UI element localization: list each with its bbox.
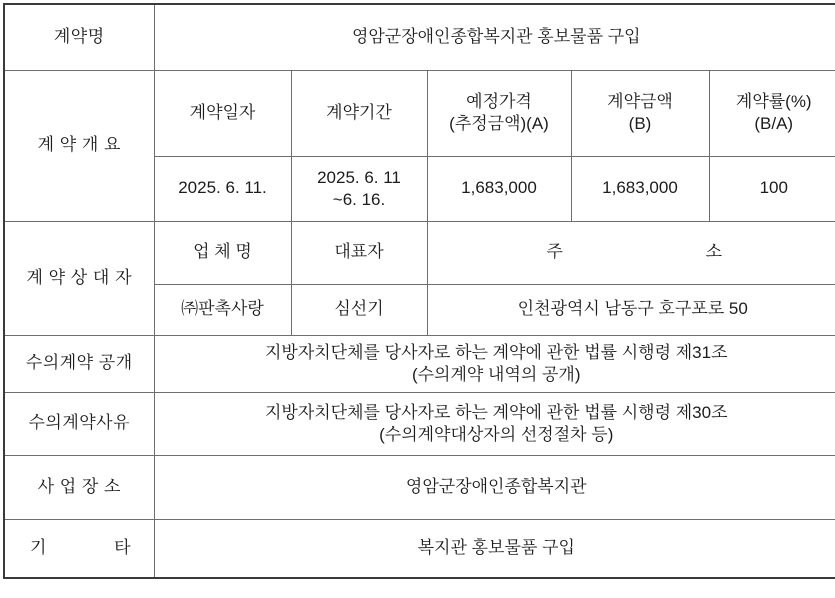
contract-rate-header-line1: 계약률(%) [735, 92, 812, 111]
contractor-header-address [427, 221, 835, 284]
etc-label [4, 519, 154, 578]
contractor-label: 계 약 상 대 자 [4, 221, 154, 335]
contractor-address-value: 인천광역시 남동구 호구포로 50 [427, 284, 835, 335]
contract-period-line1: 2025. 6. 11 [317, 167, 401, 187]
overview-header-estimated-price [427, 70, 571, 156]
overview-header-contract-rate [709, 70, 835, 156]
disclosure-label: 수의계약 공개 [4, 335, 154, 392]
table-row-disclosure [4, 335, 835, 392]
etc-label-char1: 기 [30, 538, 47, 558]
reason-label: 수의계약사유 [4, 392, 154, 455]
table-row-etc [4, 519, 835, 578]
address-header-spread [432, 241, 835, 263]
contractor-header-company: 업 체 명 [154, 221, 291, 284]
disclosure-value-line1: 지방자치단체를 당사자로 하는 계약에 관한 법률 시행령 제31조 [264, 342, 728, 362]
contract-table [3, 3, 835, 579]
contract-name-value: 영암군장애인종합복지관 홍보물품 구입 [154, 4, 835, 70]
table-row-overview-headers [4, 70, 835, 156]
contract-period-line2: ~6. 16. [332, 189, 386, 209]
contract-amount-value: 1,683,000 [571, 156, 709, 221]
overview-header-contract-date: 계약일자 [154, 70, 291, 156]
address-header-char2: 소 [705, 242, 722, 262]
overview-label: 계 약 개 요 [4, 70, 154, 221]
etc-value: 복지관 홍보물품 구입 [154, 519, 835, 578]
location-value: 영암군장애인종합복지관 [154, 455, 835, 519]
contract-rate-value: 100 [709, 156, 835, 221]
location-label: 사 업 장 소 [4, 455, 154, 519]
contract-amount-header-line1: 계약금액 [607, 92, 673, 111]
overview-header-contract-amount [571, 70, 709, 156]
contractor-header-representative: 대표자 [291, 221, 427, 284]
table-row-location [4, 455, 835, 519]
disclosure-value-line2: (수의계약 내역의 공개) [411, 364, 581, 384]
contract-rate-header-line2: (B/A) [754, 114, 794, 133]
contract-period-value [291, 156, 427, 221]
disclosure-value [154, 335, 835, 392]
contractor-representative-value: 심선기 [291, 284, 427, 335]
overview-header-contract-period: 계약기간 [291, 70, 427, 156]
contract-disclosure-document [3, 3, 832, 579]
reason-value-line1: 지방자치단체를 당사자로 하는 계약에 관한 법률 시행령 제30조 [264, 402, 728, 422]
estimated-price-value: 1,683,000 [427, 156, 571, 221]
estimated-price-header-line1: 예정가격 [466, 92, 532, 111]
reason-value [154, 392, 835, 455]
table-row-reason [4, 392, 835, 455]
estimated-price-header-line2: (추정금액)(A) [449, 114, 549, 133]
contractor-company-value: ㈜판촉사랑 [154, 284, 291, 335]
address-header-char1: 주 [546, 242, 563, 262]
etc-label-char2: 타 [114, 538, 131, 558]
reason-value-line2: (수의계약대상자의 선정절차 등) [379, 424, 614, 444]
contract-amount-header-line2: (B) [628, 114, 652, 133]
contract-name-label: 계약명 [4, 4, 154, 70]
contract-date-value: 2025. 6. 11. [154, 156, 291, 221]
table-row-contractor-headers [4, 221, 835, 284]
etc-label-spread [9, 537, 150, 559]
table-row-contract-name [4, 4, 835, 70]
